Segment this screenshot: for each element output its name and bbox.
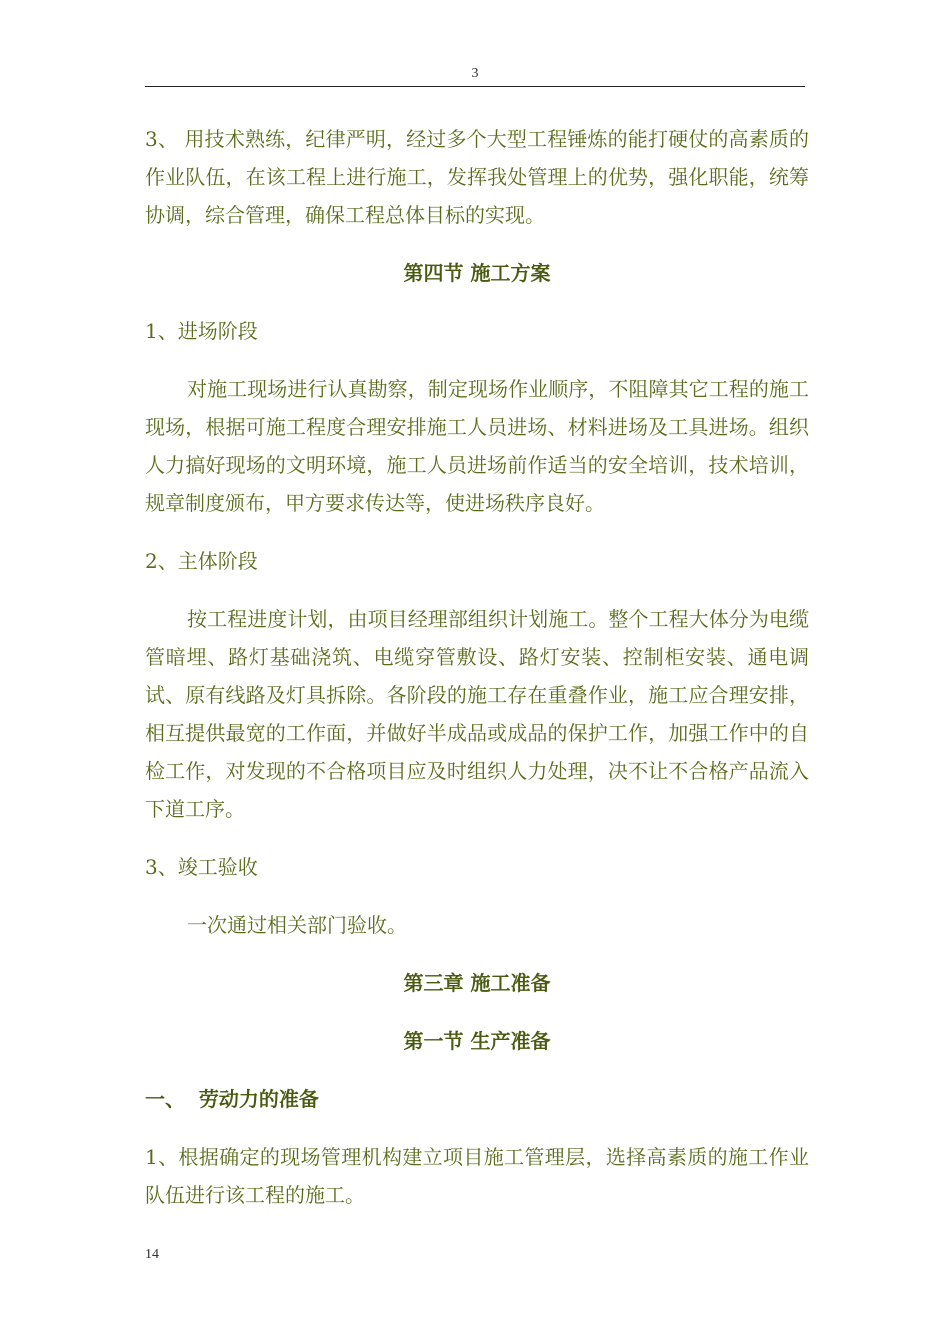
item-main-stage: 2、主体阶段 bbox=[145, 549, 258, 573]
paragraph-main-stage: 按工程进度计划，由项目经理部组织计划施工。整个工程大体分为电缆管暗埋、路灯基础浇筑、电缆穿管敷设、路灯安装、控制柜安装、通电调试、原有线路及灯具拆除。各阶段的施工存在重叠作业，施工应合理安排，相互提供最宽的工作面，并做好半成品或成品的保护工作，加强工作中的自检工作，对发现的不合格项目应及时组织人力处理，决不让不合格产品流入下道工序。 bbox=[145, 607, 809, 821]
item-entry-stage: 1、进场阶段 bbox=[145, 319, 258, 343]
paragraph-quality-team: 3、 用技术熟练，纪律严明，经过多个大型工程锤炼的能打硬仗的高素质的作业队伍，在该工程上进行施工，发挥我处管理上的优势，强化职能，统筹协调，综合管理，确保工程总体目标的实现。 bbox=[145, 127, 809, 227]
header-page-number: 3 bbox=[471, 66, 479, 81]
paragraph-entry-stage: 对施工现场进行认真勘察，制定现场作业顺序，不阻障其它工程的施工现场，根据可施工程度合理安排施工人员进场、材料进场及工具进场。组织人力搞好现场的文明环境，施工人员进场前作适当的安全培训，技术培训，规章制度颁布，甲方要求传达等，使进场秩序良好。 bbox=[145, 377, 809, 515]
header-rule bbox=[145, 86, 805, 87]
paragraph-management-layer: 1、根据确定的现场管理机构建立项目施工管理层，选择高素质的施工作业队伍进行该工程的施工。 bbox=[145, 1145, 809, 1207]
section-heading-production-prep: 第一节 生产准备 bbox=[403, 1029, 551, 1053]
chapter-heading-preparation: 第三章 施工准备 bbox=[403, 971, 551, 995]
footer-page-number: 14 bbox=[145, 1247, 159, 1262]
section-heading-construction-plan: 第四节 施工方案 bbox=[403, 261, 551, 285]
item-acceptance: 3、竣工验收 bbox=[145, 855, 258, 879]
paragraph-acceptance: 一次通过相关部门验收。 bbox=[187, 913, 407, 937]
document-body bbox=[145, 120, 809, 1234]
subheading-labor-prep: 一、 劳动力的准备 bbox=[145, 1087, 319, 1111]
